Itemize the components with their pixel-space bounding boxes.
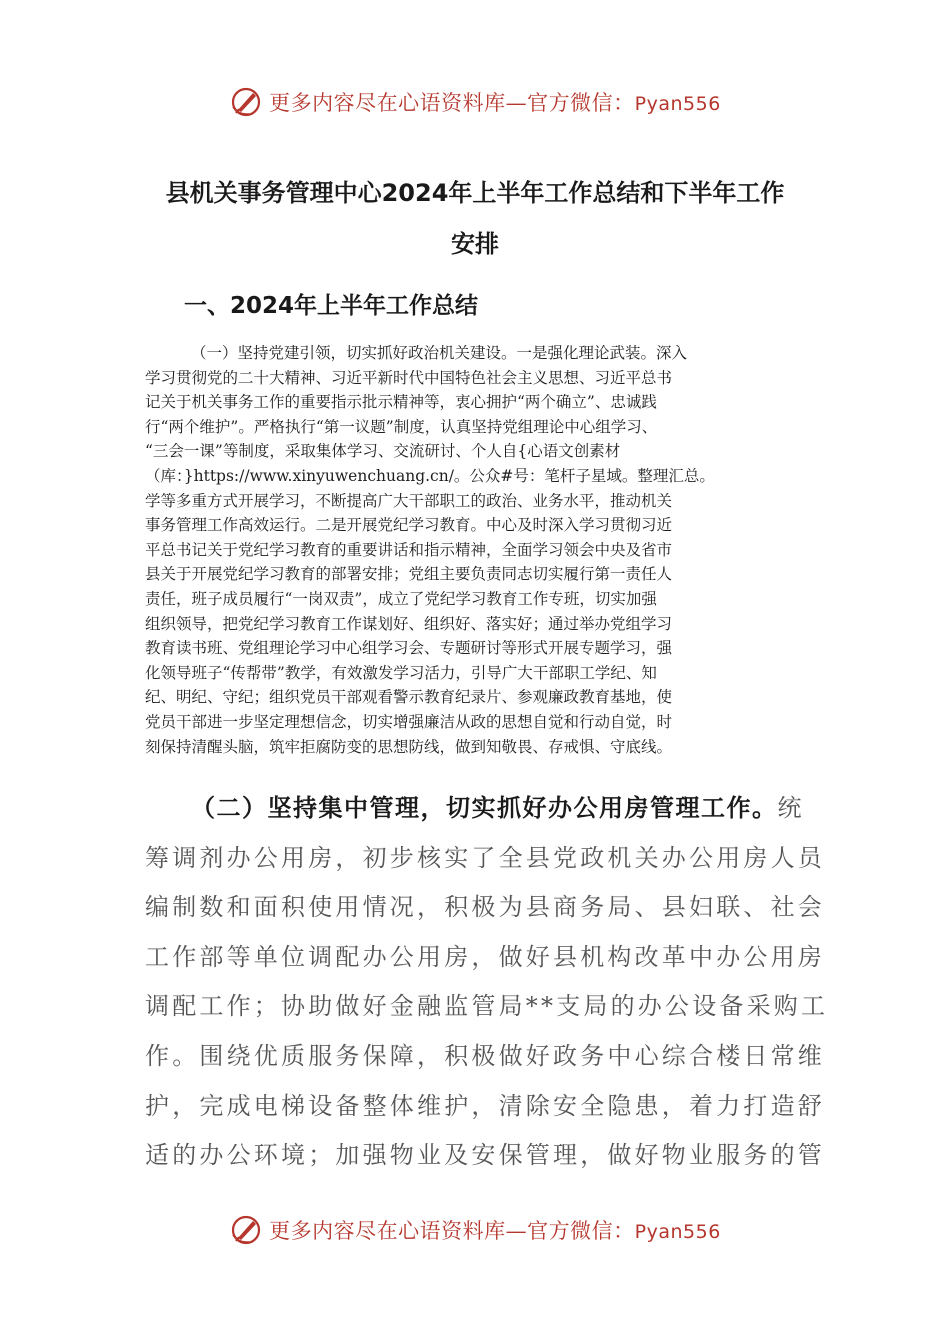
paragraph-line: 化领导班子“传帮带”教学，有效激发学习活力，引导广大干部职工学纪、知: [145, 663, 657, 682]
document-title-line-1: 县机关事务管理中心2024年上半年工作总结和下半年工作: [165, 179, 785, 207]
paragraph-line: 学等多重方式开展学习，不断提高广大干部职工的政治、业务水平，推动机关: [145, 491, 673, 510]
quill-logo-icon: [229, 85, 263, 119]
paragraph-line: 事务管理工作高效运行。二是开展党纪学习教育。中心及时深入学习贯彻习近: [145, 516, 673, 535]
paragraph-line: 作。围绕优质服务保障，积极做好政务中心综合楼日常维: [145, 1041, 825, 1070]
paragraph-line: （库：}https://www.xinyuwenchuang.cn/。公众#号：笔杆子星域。整理汇总。: [145, 466, 715, 485]
watermark-inner: [229, 1213, 721, 1247]
paragraph-lead-line: [145, 784, 815, 834]
watermark-slogan: 更多内容尽在心语资料库—官方微信：: [269, 91, 635, 115]
watermark-handle: Pyan556: [634, 1221, 721, 1243]
paragraph-line: 调配工作；协助做好金融监管局**支局的办公设备采购工: [145, 992, 829, 1021]
watermark-slogan: 更多内容尽在心语资料库—官方微信：: [269, 1219, 635, 1243]
paragraph-line: 平总书记关于党纪学习教育的重要讲话和指示精神，全面学习领会中央及省市: [145, 540, 673, 559]
paragraph-line: 县关于开展党纪学习教育的部署安排；党组主要负责同志切实履行第一责任人: [145, 565, 673, 584]
document-title-line-2: 安排: [451, 230, 499, 258]
watermark-text: [269, 1215, 721, 1245]
paragraph-line: 筹调剂办公用房，初步核实了全县党政机关办公用房人员: [145, 843, 825, 872]
header-watermark-banner: [0, 80, 950, 124]
watermark-text: [269, 87, 721, 117]
paragraph-party-building: [145, 341, 807, 759]
watermark-inner: [229, 85, 721, 119]
paragraph-office-space: [145, 784, 829, 1181]
paragraph-lead-tail: 统: [777, 794, 803, 822]
paragraph-line: 学习贯彻党的二十大精神、习近平新时代中国特色社会主义思想、习近平总书: [145, 368, 673, 387]
paragraph-line: 刻保持清醒头脑，筑牢拒腐防变的思想防线，做到知敬畏、存戒惧、守底线。: [145, 737, 673, 756]
paragraph-line: “三会一课”等制度，采取集体学习、交流研讨、个人自{心语文创素材: [145, 442, 621, 461]
paragraph-line: 行“两个维护”。严格执行“第一议题”制度，认真坚持党组理论中心组学习、: [145, 417, 658, 436]
paragraph-line: （一）坚持党建引领，切实抓好政治机关建设。一是强化理论武装。深入: [191, 344, 688, 362]
paragraph-line: 党员干部进一步坚定理想信念，切实增强廉洁从政的思想自觉和行动自觉，时: [145, 712, 673, 731]
paragraph-line: 护，完成电梯设备整体维护，清除安全隐患，着力打造舒: [145, 1091, 825, 1120]
paragraph-line: 记关于机关事务工作的重要指示批示精神等，衷心拥护“两个确立”、忠诚践: [145, 393, 657, 412]
paragraph-line: 教育读书班、党组理论学习中心组学习会、专题研讨等形式开展专题学习，强: [145, 639, 673, 658]
section-heading: 一、2024年上半年工作总结: [184, 293, 479, 319]
paragraph-line: 适的办公环境；加强物业及安保管理，做好物业服务的管: [145, 1141, 825, 1170]
paragraph-line: 组织领导，把党纪学习教育工作谋划好、组织好、落实好；通过举办党组学习: [145, 614, 673, 633]
paragraph-line: 纪、明纪、守纪；组织党员干部观看警示教育纪录片、参观廉政教育基地，使: [145, 688, 673, 707]
footer-watermark-banner: [0, 1208, 950, 1252]
quill-logo-icon: [229, 1213, 263, 1247]
watermark-handle: Pyan556: [634, 93, 721, 115]
paragraph-line: 工作部等单位调配办公用房，做好县机构改革中办公用房: [145, 942, 825, 971]
paragraph-line: 编制数和面积使用情况，积极为县商务局、县妇联、社会: [145, 893, 825, 922]
paragraph-line: 责任，班子成员履行“一岗双责”，成立了党纪学习教育工作专班，切实加强: [145, 589, 657, 608]
paragraph-lead-heading: （二）坚持集中管理，切实抓好办公用房管理工作。: [191, 794, 778, 822]
